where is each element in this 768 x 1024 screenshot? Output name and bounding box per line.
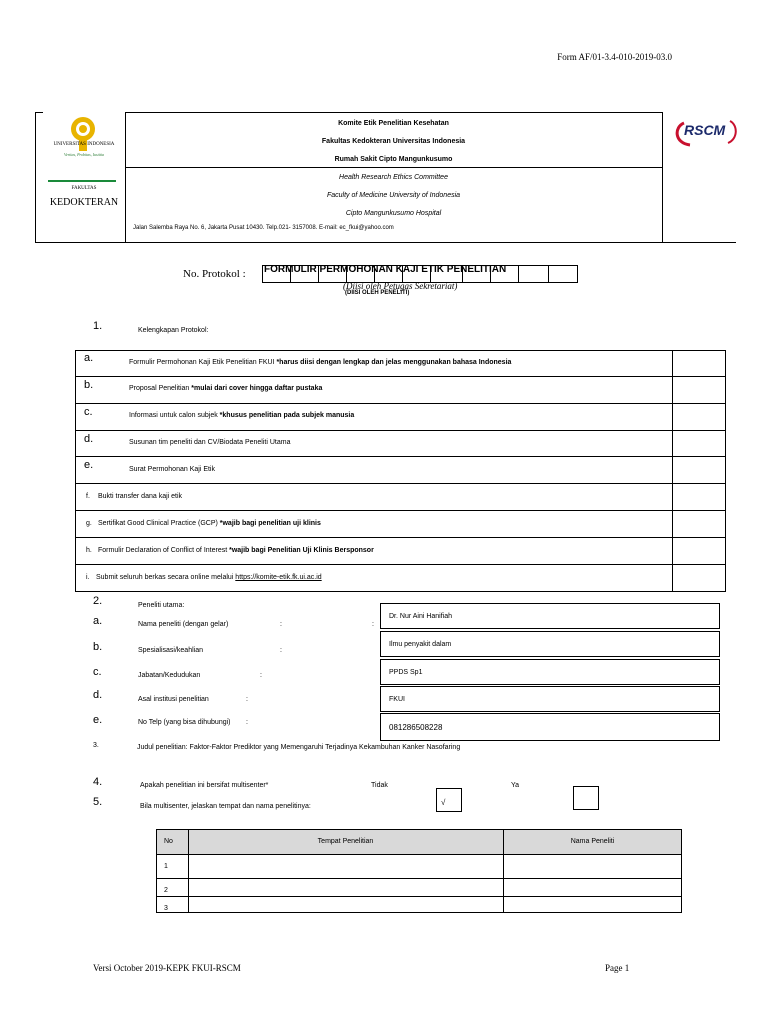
- ui-motto: Veritas, Probitas, Iustitia: [63, 152, 105, 157]
- org-line-1: Komite Etik Penelitian Kesehatan: [338, 120, 449, 127]
- ui-green-bar: [48, 180, 116, 182]
- option-ya-label: Ya: [511, 782, 520, 789]
- table-row: 2: [164, 887, 168, 894]
- footer-version: Versi October 2019-KEPK FKUI-RSCM: [93, 963, 241, 973]
- org-line-en-2: Faculty of Medicine University of Indonesia: [326, 192, 461, 199]
- form-code: Form AF/01-3.4-010-2019-03.0: [557, 52, 672, 62]
- multicenter-detail-label: Bila multisenter, jelaskan tempat dan nama penelitinya:: [140, 803, 311, 810]
- ui-name: UNIVERSITAS INDONESIA: [53, 142, 115, 147]
- ui-faculty: KEDOKTERAN: [49, 197, 119, 208]
- protocol-label: No. Protokol :: [183, 268, 246, 280]
- section-3-number: 3.: [93, 742, 99, 749]
- table-row: 3: [164, 905, 168, 912]
- section-2-number: 2.: [93, 595, 103, 607]
- table-row: 1: [164, 863, 168, 870]
- option-tidak-label: Tidak: [371, 782, 388, 789]
- specialization-field[interactable]: Ilmu penyakit dalam: [380, 631, 720, 657]
- section-1-number: 1.: [93, 320, 103, 332]
- address: Jalan Salemba Raya No. 6, Jakarta Pusat 10430. Telp.021- 3157008. E-mail: ec_fkui@yahoo.com: [133, 225, 394, 231]
- protocol-note: (Diisi oleh Petugas Sekretariat): [343, 281, 458, 291]
- table-header-no: No: [164, 838, 173, 845]
- form-title: FORMULIR PERMOHONAN KAJI ETIK PENELITIAN: [264, 264, 507, 275]
- ui-faculty-small: FAKULTAS: [71, 186, 97, 191]
- researcher-name-field[interactable]: Dr. Nur Aini Hanifiah: [380, 603, 720, 629]
- checkbox-tidak[interactable]: [436, 788, 462, 812]
- phone-field[interactable]: 081286508228: [380, 713, 720, 741]
- org-line-en-3: Cipto Mangunkusumo Hospital: [345, 210, 442, 217]
- table-header-name: Nama Peneliti: [570, 838, 615, 845]
- section-1-title: Kelengkapan Protokol:: [138, 327, 209, 334]
- rscm-logo-text: RSCM: [684, 122, 726, 138]
- section-5-number: 5.: [93, 796, 103, 808]
- multicenter-question: Apakah penelitian ini bersifat multisenter*: [140, 782, 269, 789]
- section-4-number: 4.: [93, 776, 103, 788]
- position-field[interactable]: PPDS Sp1: [380, 659, 720, 685]
- table-header-place: Tempat Penelitian: [317, 838, 374, 845]
- org-line-2: Fakultas Kedokteran Universitas Indonesia: [321, 138, 466, 145]
- org-line-3: Rumah Sakit Cipto Mangunkusumo: [334, 156, 453, 163]
- submission-link[interactable]: https://komite-etik.fk.ui.ac.id: [235, 574, 322, 581]
- checkmark-icon: √: [441, 798, 446, 807]
- checkbox-ya[interactable]: [573, 786, 599, 810]
- org-line-en-1: Health Research Ethics Committee: [339, 174, 448, 181]
- footer-page: Page 1: [605, 963, 630, 973]
- section-2-title: Peneliti utama:: [138, 602, 185, 609]
- institution-field[interactable]: FKUI: [380, 686, 720, 712]
- protocol-note-2: (DIISI OLEH PENELITI): [345, 290, 410, 296]
- research-title: Judul penelitian: Faktor-Faktor Prediktor yang Memengaruhi Terjadinya Kekambuhan Kanker Nasofaring: [137, 744, 461, 751]
